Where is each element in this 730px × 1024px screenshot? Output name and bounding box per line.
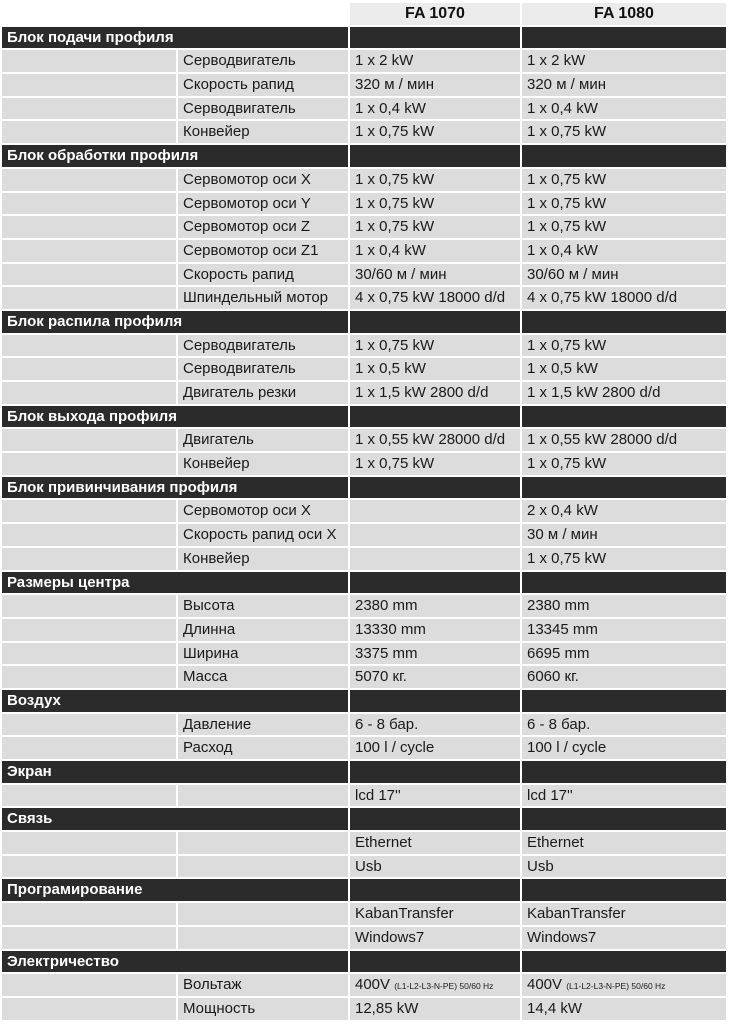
row-label: Конвейер [178,453,348,475]
row-indent [2,169,176,191]
row-label: Скорость рапид оси X [178,524,348,546]
row-label: Серводвигатель [178,335,348,357]
section-header [2,951,726,975]
section-title: Блок привинчивания профиля [2,477,348,499]
fa1070-value: 1 x 1,5 kW 2800 d/d [350,382,520,404]
table-row [2,169,726,193]
fa1080-value: 320 м / мин [522,74,726,96]
row-label: Серводвигатель [178,98,348,120]
table-row [2,998,726,1022]
table-row [2,98,726,122]
section-title: Блок обработки профиля [2,145,348,167]
row-indent [2,903,176,925]
fa1080-value: 1 x 0,75 kW [522,216,726,238]
fa1070-value [350,500,520,522]
table-row [2,50,726,74]
fa1070-value: 1 x 0,5 kW [350,358,520,380]
fa1070-value: 400V (L1-L2-L3-N-PE) 50/60 Hz [350,974,520,996]
row-indent [2,74,176,96]
section-header [2,477,726,501]
row-label: Двигатель резки [178,382,348,404]
row-indent [2,287,176,309]
row-label: Сервомотор оси Z [178,216,348,238]
row-label: Сервомотор оси X [178,500,348,522]
row-indent [2,714,176,736]
fa1070-value: lcd 17'' [350,785,520,807]
section-header [2,311,726,335]
fa1070-value: KabanTransfer [350,903,520,925]
section-fill [522,690,726,712]
fa1070-value: 2380 mm [350,595,520,617]
fa1070-value: 1 x 0,75 kW [350,121,520,143]
fa1070-value: 6 - 8 бар. [350,714,520,736]
table-row [2,453,726,477]
header-blank [178,3,348,25]
section-fill [522,27,726,49]
model-fa1070-header: FA 1070 [350,3,520,25]
fa1080-value: 6 - 8 бар. [522,714,726,736]
fa1070-value [350,524,520,546]
table-row [2,429,726,453]
fa1070-value: 12,85 kW [350,998,520,1020]
section-title: Блок распила профиля [2,311,348,333]
table-row [2,264,726,288]
fa1080-value: 2 x 0,4 kW [522,500,726,522]
section-title: Связь [2,808,348,830]
fa1080-value: Usb [522,856,726,878]
fa1070-value: 1 x 0,75 kW [350,193,520,215]
section-title: Размеры центра [2,572,348,594]
row-label: Ширина [178,643,348,665]
fa1070-value: 4 x 0,75 kW 18000 d/d [350,287,520,309]
row-label: Конвейер [178,121,348,143]
fa1070-value: 1 x 0,4 kW [350,240,520,262]
fa1080-value: 14,4 kW [522,998,726,1020]
fa1080-value: 1 x 0,75 kW [522,335,726,357]
row-indent [2,121,176,143]
fa1080-value: 6060 кг. [522,666,726,688]
row-label: Высота [178,595,348,617]
fa1080-value: 6695 mm [522,643,726,665]
fa1070-value: Ethernet [350,832,520,854]
row-indent [2,737,176,759]
row-label: Серводвигатель [178,358,348,380]
fa1070-value: 5070 кг. [350,666,520,688]
fa1080-value: 1 x 0,75 kW [522,193,726,215]
table-row [2,974,726,998]
fa1080-value: KabanTransfer [522,903,726,925]
row-indent [2,240,176,262]
row-label [178,927,348,949]
table-row [2,643,726,667]
fa1080-value: 30/60 м / мин [522,264,726,286]
section-header [2,808,726,832]
row-label [178,785,348,807]
fa1070-value: 1 x 0,75 kW [350,169,520,191]
fa1070-value: 1 x 0,75 kW [350,453,520,475]
fa1080-value: Ethernet [522,832,726,854]
row-indent [2,785,176,807]
table-row [2,287,726,311]
section-fill [350,477,520,499]
row-indent [2,98,176,120]
section-title: Блок подачи профиля [2,27,348,49]
section-header [2,145,726,169]
row-indent [2,974,176,996]
fa1070-value-note: (L1-L2-L3-N-PE) 50/60 Hz [394,981,494,992]
header-row [2,3,726,27]
fa1080-value: 1 x 1,5 kW 2800 d/d [522,382,726,404]
fa1070-value: 320 м / мин [350,74,520,96]
section-header [2,761,726,785]
row-label: Масса [178,666,348,688]
table-row [2,595,726,619]
table-row [2,548,726,572]
section-fill [350,951,520,973]
fa1080-value: 4 x 0,75 kW 18000 d/d [522,287,726,309]
row-indent [2,619,176,641]
row-indent [2,193,176,215]
row-label [178,832,348,854]
fa1080-value: 1 x 0,5 kW [522,358,726,380]
section-fill [350,761,520,783]
fa1080-value: 1 x 0,4 kW [522,98,726,120]
fa1070-value: Windows7 [350,927,520,949]
row-label: Скорость рапид [178,264,348,286]
section-fill [350,690,520,712]
section-fill [350,145,520,167]
fa1080-value: 2380 mm [522,595,726,617]
row-indent [2,358,176,380]
fa1080-value: Windows7 [522,927,726,949]
table-row [2,619,726,643]
table-row [2,240,726,264]
fa1070-value: 1 x 0,4 kW [350,98,520,120]
fa1070-value: 1 x 0,55 kW 28000 d/d [350,429,520,451]
row-label [178,903,348,925]
row-label: Вольтаж [178,974,348,996]
table-row [2,335,726,359]
fa1080-value: 1 x 0,75 kW [522,169,726,191]
row-label: Расход [178,737,348,759]
fa1080-value: 1 x 0,75 kW [522,453,726,475]
fa1080-value: 13345 mm [522,619,726,641]
row-label: Сервомотор оси Z1 [178,240,348,262]
table-row [2,903,726,927]
section-fill [350,808,520,830]
spec-table [2,3,726,1022]
fa1070-value: 30/60 м / мин [350,264,520,286]
section-header [2,572,726,596]
fa1070-value [350,548,520,570]
fa1080-value: 1 x 0,55 kW 28000 d/d [522,429,726,451]
section-header [2,690,726,714]
section-fill [522,406,726,428]
table-row [2,382,726,406]
section-title: Програмирование [2,879,348,901]
fa1080-value: 30 м / мин [522,524,726,546]
section-title: Воздух [2,690,348,712]
row-indent [2,666,176,688]
section-title: Электричество [2,951,348,973]
table-row [2,856,726,880]
fa1070-value: 1 x 2 kW [350,50,520,72]
row-indent [2,335,176,357]
fa1080-value: 100 l / cycle [522,737,726,759]
header-blank [2,3,176,25]
row-indent [2,216,176,238]
row-label: Длинна [178,619,348,641]
section-fill [522,572,726,594]
row-label: Шпиндельный мотор [178,287,348,309]
row-indent [2,429,176,451]
section-header [2,27,726,51]
table-row [2,785,726,809]
row-label: Давление [178,714,348,736]
fa1080-value: 1 x 0,75 kW [522,548,726,570]
table-row [2,832,726,856]
section-fill [522,145,726,167]
section-fill [350,27,520,49]
table-row [2,737,726,761]
row-indent [2,927,176,949]
table-row [2,193,726,217]
fa1070-value: Usb [350,856,520,878]
row-indent [2,500,176,522]
section-fill [522,808,726,830]
fa1070-value: 1 x 0,75 kW [350,335,520,357]
row-indent [2,264,176,286]
fa1080-value: 400V (L1-L2-L3-N-PE) 50/60 Hz [522,974,726,996]
fa1070-value: 100 l / cycle [350,737,520,759]
section-header [2,406,726,430]
table-row [2,927,726,951]
row-indent [2,382,176,404]
row-label: Двигатель [178,429,348,451]
fa1070-value: 3375 mm [350,643,520,665]
section-fill [522,951,726,973]
fa1080-value: 1 x 0,4 kW [522,240,726,262]
table-body [2,27,726,1022]
table-row [2,524,726,548]
section-title: Экран [2,761,348,783]
row-label [178,856,348,878]
row-indent [2,856,176,878]
row-label: Мощность [178,998,348,1020]
table-row [2,358,726,382]
row-label: Конвейер [178,548,348,570]
row-indent [2,595,176,617]
table-row [2,500,726,524]
section-fill [350,311,520,333]
fa1080-value-note: (L1-L2-L3-N-PE) 50/60 Hz [566,981,666,992]
section-fill [522,879,726,901]
row-label: Сервомотор оси Y [178,193,348,215]
row-indent [2,453,176,475]
fa1080-value: lcd 17'' [522,785,726,807]
fa1080-value: 1 x 2 kW [522,50,726,72]
table-row [2,714,726,738]
table-row [2,74,726,98]
section-fill [522,311,726,333]
row-label: Скорость рапид [178,74,348,96]
section-fill [522,761,726,783]
fa1070-value: 13330 mm [350,619,520,641]
table-row [2,216,726,240]
section-fill [350,879,520,901]
row-label: Сервомотор оси X [178,169,348,191]
fa1070-value: 1 x 0,75 kW [350,216,520,238]
section-title: Блок выхода профиля [2,406,348,428]
section-fill [350,572,520,594]
table-row [2,121,726,145]
model-fa1080-header: FA 1080 [522,3,726,25]
table-row [2,666,726,690]
section-header [2,879,726,903]
row-indent [2,998,176,1020]
row-indent [2,832,176,854]
section-fill [350,406,520,428]
row-indent [2,643,176,665]
row-indent [2,524,176,546]
row-label: Серводвигатель [178,50,348,72]
section-fill [522,477,726,499]
row-indent [2,548,176,570]
row-indent [2,50,176,72]
fa1080-value: 1 x 0,75 kW [522,121,726,143]
